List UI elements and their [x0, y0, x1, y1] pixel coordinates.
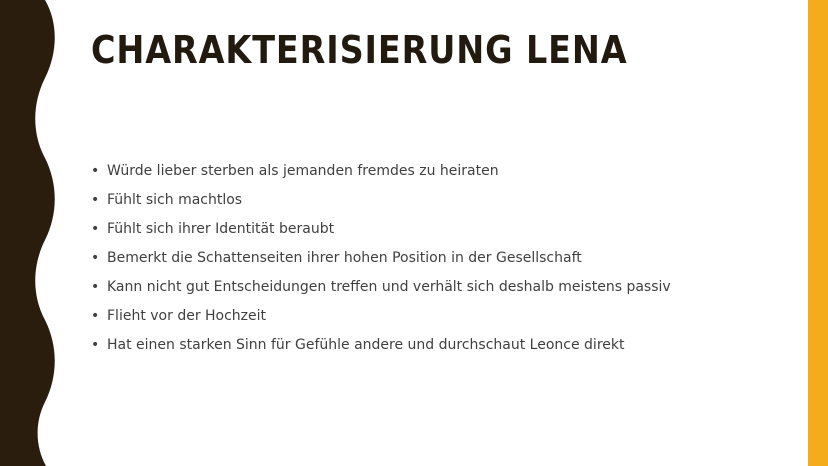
bullet-text: Kann nicht gut Entscheidungen treffen und verhält sich deshalb meistens passiv	[107, 279, 671, 295]
bullet-item	[91, 331, 671, 360]
left-wave-border	[0, 0, 70, 466]
bullet-icon: •	[91, 250, 100, 266]
bullet-item	[91, 302, 671, 331]
bullet-item	[91, 273, 671, 302]
slide-title: CHARAKTERISIERUNG LENA	[91, 28, 628, 72]
bullet-text: Bemerkt die Schattenseiten ihrer hohen Position in der Gesellschaft	[107, 250, 582, 266]
bullet-text: Fühlt sich ihrer Identität beraubt	[107, 221, 335, 237]
bullet-item	[91, 244, 671, 273]
bullet-icon: •	[91, 279, 100, 295]
bullet-text: Fühlt sich machtlos	[107, 192, 243, 208]
bullet-icon: •	[91, 221, 100, 237]
bullet-icon: •	[91, 192, 100, 208]
bullet-icon: •	[91, 163, 100, 179]
bullet-icon: •	[91, 337, 100, 353]
bullet-list	[91, 157, 671, 360]
bullet-item	[91, 215, 671, 244]
bullet-text: Hat einen starken Sinn für Gefühle andere und durchschaut Leonce direkt	[107, 337, 625, 353]
bullet-item	[91, 186, 671, 215]
right-accent-bar	[808, 0, 828, 466]
bullet-item	[91, 157, 671, 186]
bullet-icon: •	[91, 308, 100, 324]
wave-shape	[0, 0, 55, 466]
bullet-text: Flieht vor der Hochzeit	[107, 308, 267, 324]
bullet-text: Würde lieber sterben als jemanden fremdes zu heiraten	[107, 163, 499, 179]
